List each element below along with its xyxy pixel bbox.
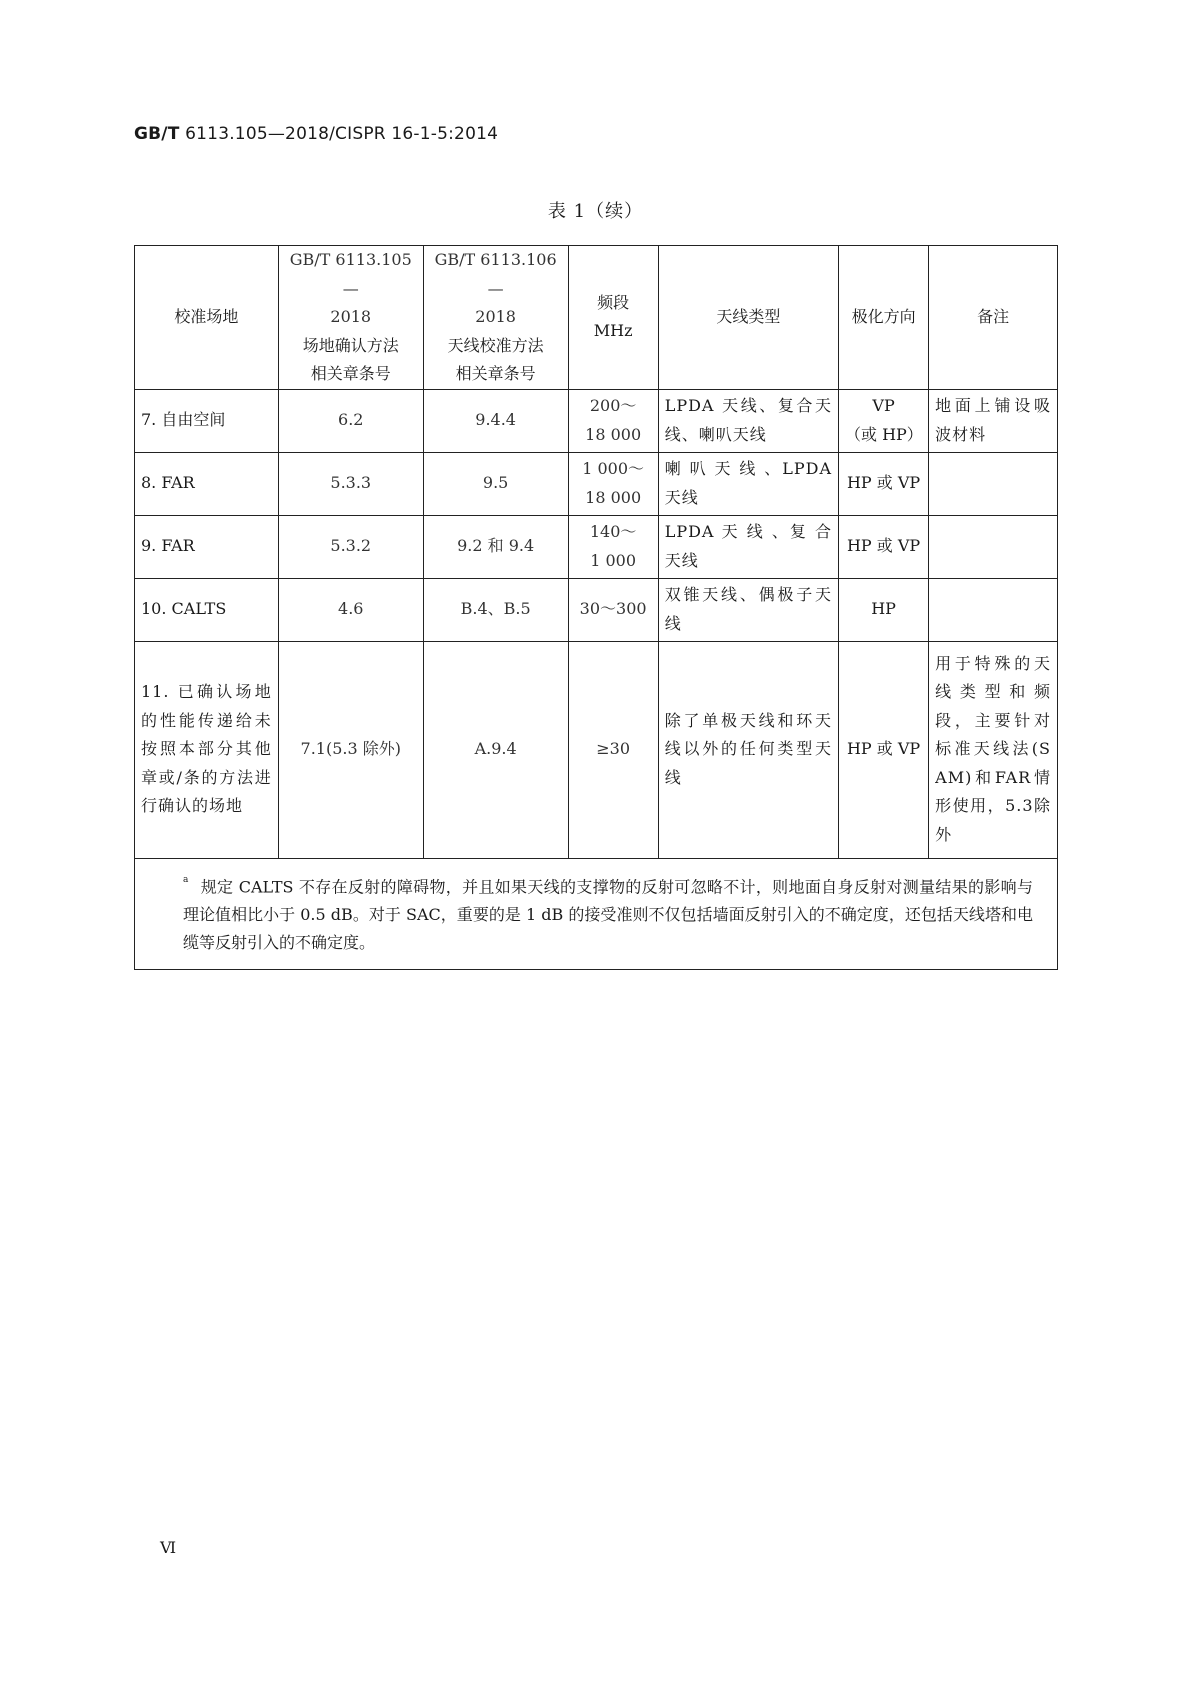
cell-frequency: 140～ 1 000 (568, 515, 658, 578)
footnote-text: 规定 CALTS 不存在反射的障碍物，并且如果天线的支撑物的反射可忽略不计，则地面自身反射对测量结果的影响与理论值相比小于 0.5 dB。对于 SAC，重要的是 1 dB 的接受准则不仅包括墙面反射引入的不确定度，还包括天线塔和电缆等反射引入的不确定度。 (183, 877, 1033, 953)
table-row (135, 452, 1058, 515)
header-notes: 备注 (929, 246, 1058, 390)
document-header (134, 124, 498, 144)
cell-polarization: VP （或 HP） (839, 389, 929, 452)
cell-notes (929, 452, 1058, 515)
cell-clause-106: B.4、B.5 (423, 578, 568, 641)
calibration-site-table (134, 245, 1058, 970)
cell-site: 9. FAR (135, 515, 279, 578)
table-row (135, 515, 1058, 578)
cell-site: 7. 自由空间 (135, 389, 279, 452)
header-frequency: 频段 MHz (568, 246, 658, 390)
table-title: 表 1（续） (547, 201, 644, 222)
table-row (135, 389, 1058, 452)
cell-site: 11. 已确认场地的性能传递给未按照本部分其他章或/条的方法进行确认的场地 (135, 641, 279, 858)
cell-polarization: HP 或 VP (839, 515, 929, 578)
cell-clause-105: 5.3.2 (278, 515, 423, 578)
header-clause-106: GB/T 6113.106— 2018 天线校准方法 相关章条号 (423, 246, 568, 390)
cell-clause-105: 5.3.3 (278, 452, 423, 515)
cell-antenna: 喇 叭 天 线 、LPDA 天线 (658, 452, 838, 515)
standard-number: 6113.105—2018/CISPR 16-1-5:2014 (185, 124, 499, 144)
table-row (135, 578, 1058, 641)
cell-polarization: HP 或 VP (839, 452, 929, 515)
header-antenna: 天线类型 (658, 246, 838, 390)
cell-frequency: 200～ 18 000 (568, 389, 658, 452)
cell-clause-105: 6.2 (278, 389, 423, 452)
table-footnote-row (135, 858, 1058, 969)
cell-antenna: LPDA 天 线 、复 合天线 (658, 515, 838, 578)
cell-notes: 用于特殊的天线类型和频段，主要针对标准天线法(SAM)和FAR情形使用，5.3除外 (929, 641, 1058, 858)
cell-clause-106: A.9.4 (423, 641, 568, 858)
cell-frequency: 30～300 (568, 578, 658, 641)
cell-antenna: 除了单极天线和环天线以外的任何类型天线 (658, 641, 838, 858)
cell-notes: 地面上铺设吸波材料 (929, 389, 1058, 452)
footnote-marker: a (183, 874, 189, 885)
cell-clause-106: 9.2 和 9.4 (423, 515, 568, 578)
cell-notes (929, 515, 1058, 578)
cell-polarization: HP 或 VP (839, 641, 929, 858)
cell-frequency: ≥30 (568, 641, 658, 858)
cell-frequency: 1 000～ 18 000 (568, 452, 658, 515)
page-number: Ⅵ (160, 1538, 177, 1557)
header-site: 校准场地 (135, 246, 279, 390)
table-header-row (135, 246, 1058, 390)
cell-clause-105: 4.6 (278, 578, 423, 641)
table-footnote (135, 858, 1058, 969)
cell-site: 10. CALTS (135, 578, 279, 641)
cell-clause-105: 7.1(5.3 除外) (278, 641, 423, 858)
cell-notes (929, 578, 1058, 641)
standard-code: GB/T (134, 124, 180, 144)
header-polarization: 极化方向 (839, 246, 929, 390)
cell-antenna: LPDA 天线、复合天线、喇叭天线 (658, 389, 838, 452)
cell-site: 8. FAR (135, 452, 279, 515)
header-clause-105: GB/T 6113.105— 2018 场地确认方法 相关章条号 (278, 246, 423, 390)
cell-clause-106: 9.4.4 (423, 389, 568, 452)
cell-polarization: HP (839, 578, 929, 641)
cell-antenna: 双锥天线、偶极子天线 (658, 578, 838, 641)
cell-clause-106: 9.5 (423, 452, 568, 515)
table-row (135, 641, 1058, 858)
